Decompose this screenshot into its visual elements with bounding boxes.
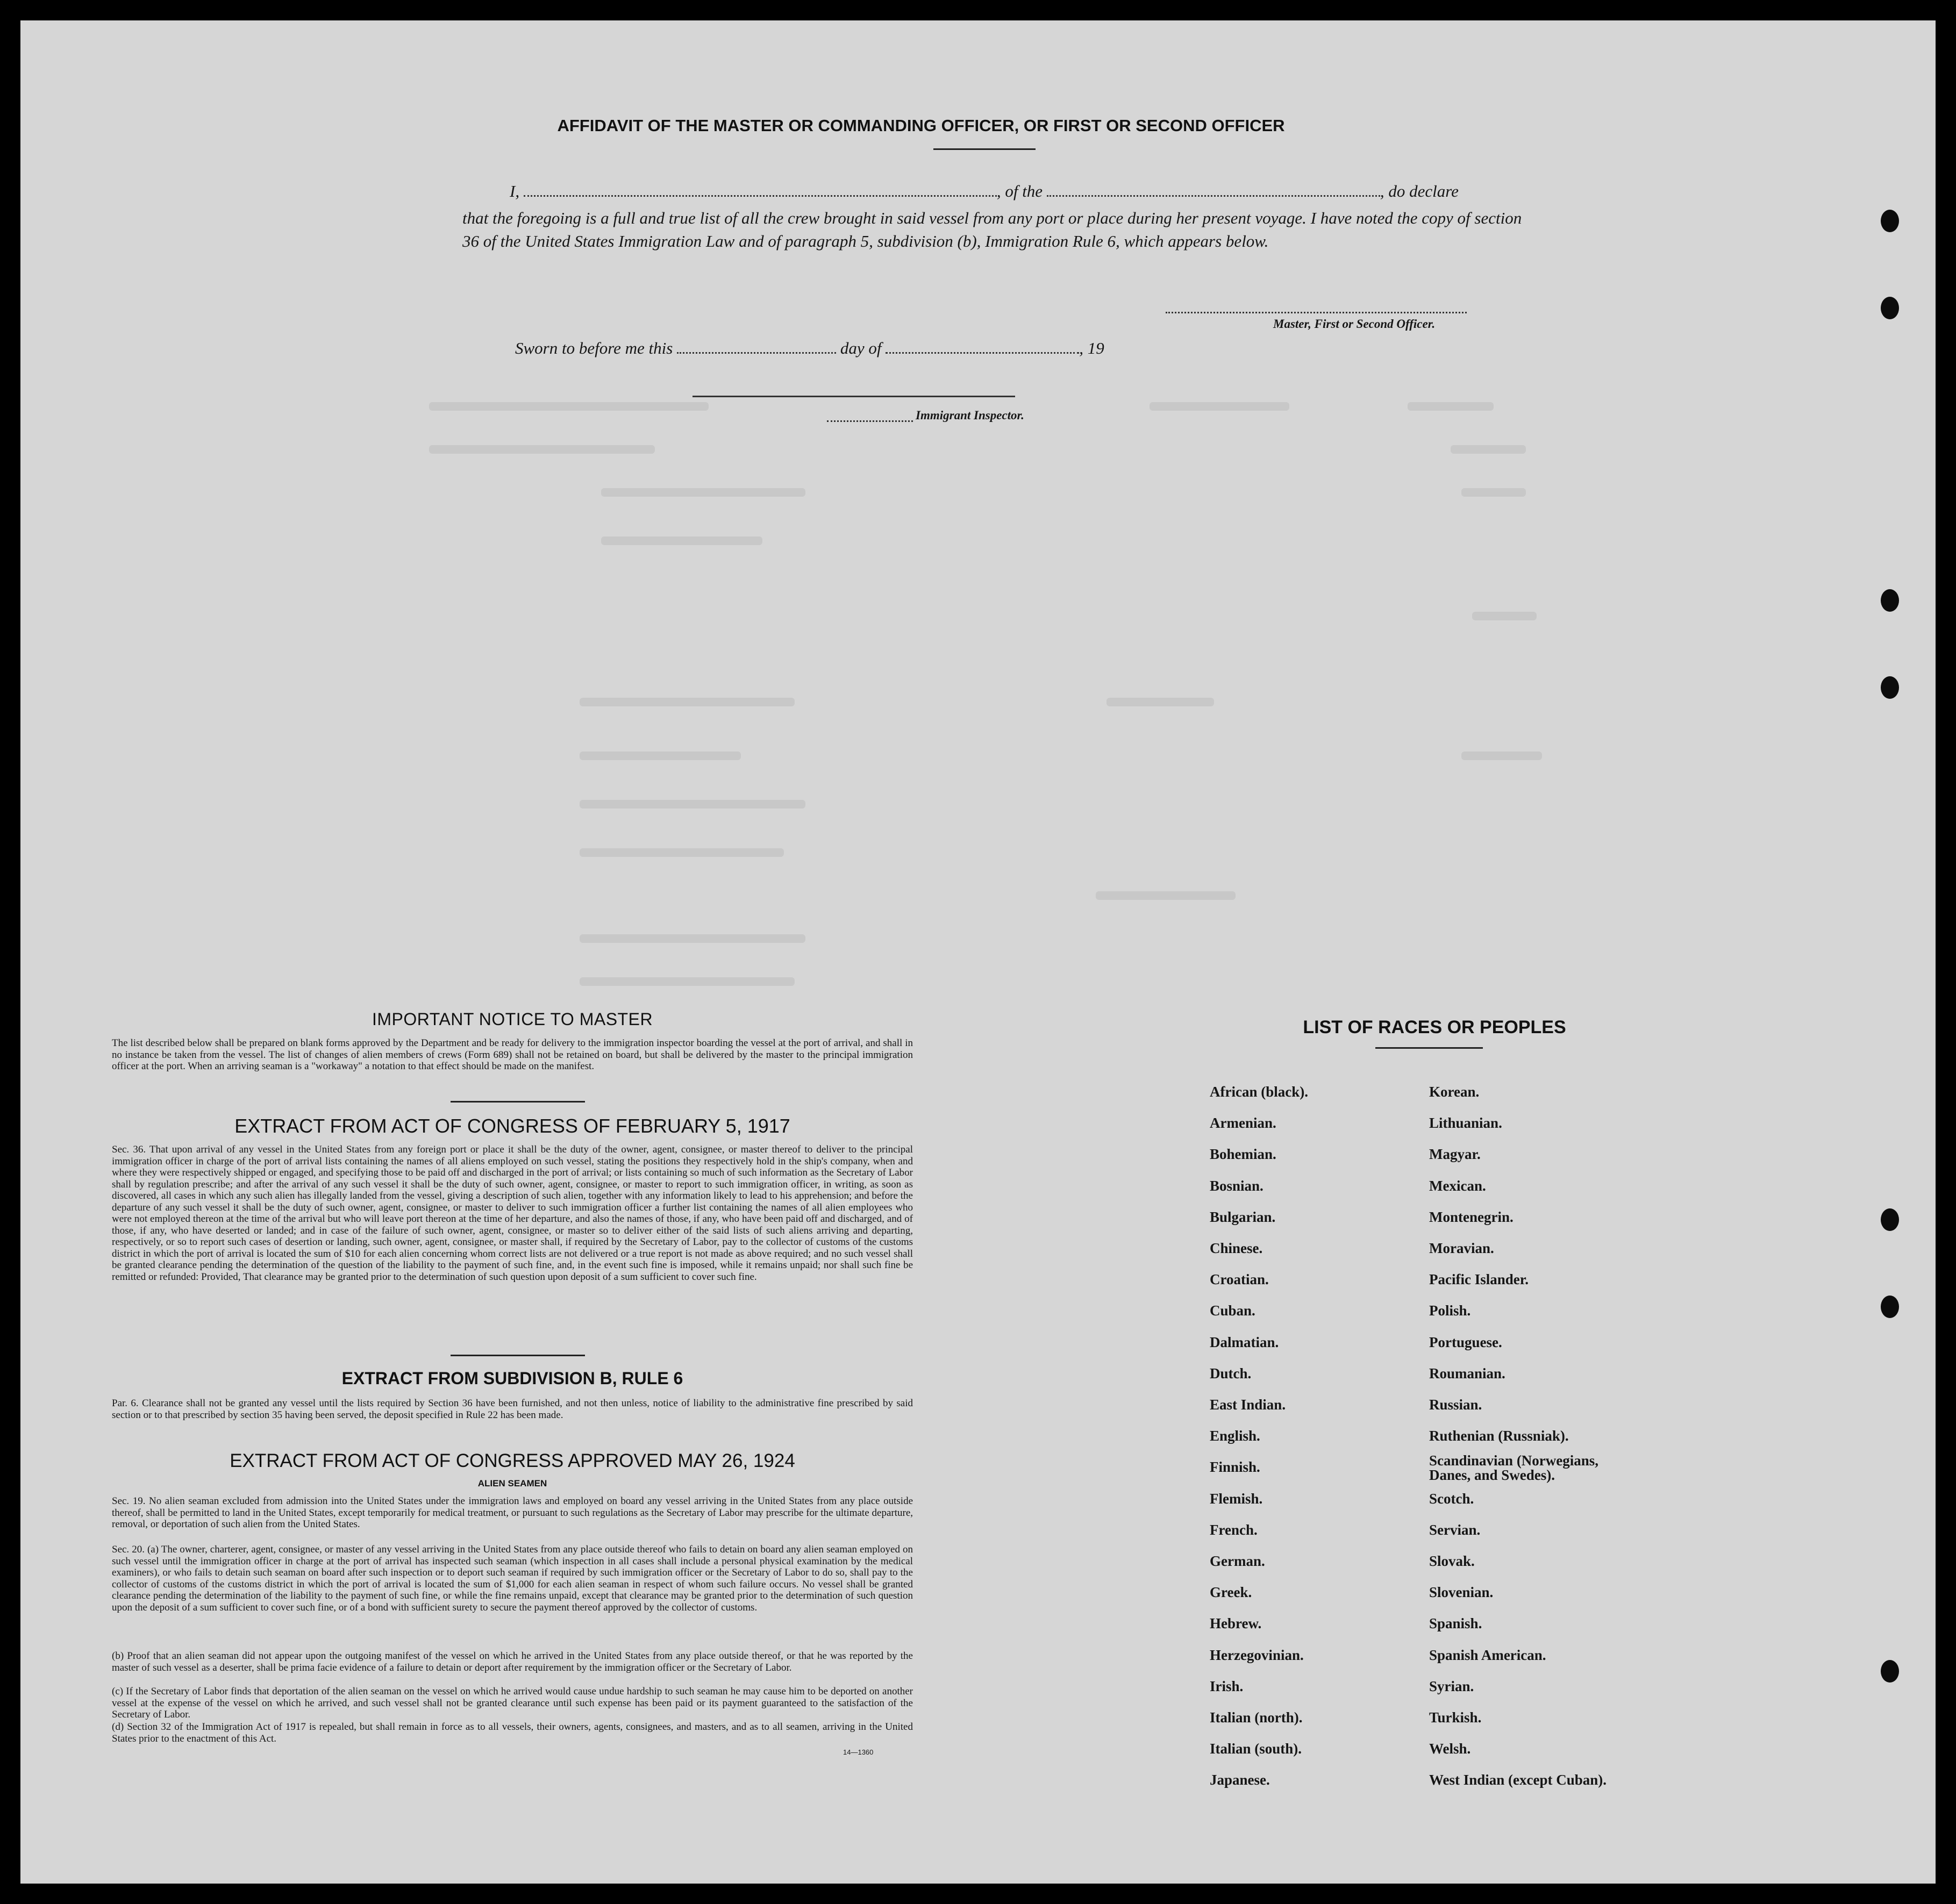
race-item: Italian (south). xyxy=(1210,1741,1302,1757)
race-item: Russian. xyxy=(1429,1397,1482,1413)
race-item: Hebrew. xyxy=(1210,1615,1262,1632)
race-item: Pacific Islander. xyxy=(1429,1271,1529,1288)
race-item: Lithuanian. xyxy=(1429,1115,1502,1132)
race-item: English. xyxy=(1210,1428,1260,1444)
form-number: 14—1360 xyxy=(843,1748,874,1756)
race-item: Mexican. xyxy=(1429,1177,1486,1194)
race-item: Greek. xyxy=(1210,1584,1252,1601)
races-title-rule xyxy=(1375,1047,1483,1049)
race-item: Bulgarian. xyxy=(1210,1208,1276,1225)
extract-1917-rule xyxy=(451,1355,585,1356)
binder-hole xyxy=(1881,1295,1899,1318)
master-signature-label: Master, First or Second Officer. xyxy=(1273,317,1436,331)
declaration-declare-label: , do declare xyxy=(1380,182,1459,201)
race-item: East Indian. xyxy=(1210,1397,1286,1413)
binder-hole xyxy=(1881,589,1899,612)
race-item: Spanish. xyxy=(1429,1615,1482,1632)
binder-hole xyxy=(1881,210,1899,232)
race-item: French. xyxy=(1210,1521,1258,1538)
sworn-line xyxy=(515,339,1104,358)
race-item: Dalmatian. xyxy=(1210,1334,1279,1350)
race-item: Chinese. xyxy=(1210,1240,1263,1256)
inspector-signature-label: Immigrant Inspector. xyxy=(916,409,1024,422)
race-item: Finnish. xyxy=(1210,1459,1260,1476)
race-item: Bosnian. xyxy=(1210,1177,1263,1194)
notice-title: IMPORTANT NOTICE TO MASTER xyxy=(372,1010,653,1029)
declaration-body: that the foregoing is a full and true list of all the crew brought in said vessel from any port or place during her present voyage. I have noted the copy of section 36 of the United States Immigration Law and of paragraph 5, subdivision (b), Immigration Rule 6, which appears below. xyxy=(462,209,1522,250)
race-item: Magyar. xyxy=(1429,1146,1481,1163)
race-item: German. xyxy=(1210,1553,1265,1569)
extract-1924-sec20b: (b) Proof that an alien seaman did not appear upon the outgoing manifest of the vessel on which he arrived in the United States from any place outside thereof, or that he was reported by the master of such vessel as a deserter, shall be prima facie evidence of a failure to detain or deport after requirement by the immigration officer or the Secretary of Labor. xyxy=(112,1650,913,1673)
notice-text: The list described below shall be prepared on blank forms approved by the Department and be ready for delivery to the immigration inspector boarding the vessel at the port of arrival, and shall in no instance be taken from the vessel. The list of changes of alien members of crews (Form 689) shall not be retained on board, but shall be delivered by the master to the principal immigration officer at the port. When an arriving seaman is a "workaway" a notation to that effect should be made on the manifest. xyxy=(112,1037,913,1072)
manifest-page xyxy=(20,20,1936,1884)
race-item: Moravian. xyxy=(1429,1240,1494,1256)
race-item: Croatian. xyxy=(1210,1271,1269,1288)
race-item: Slovak. xyxy=(1429,1553,1475,1569)
affidavit-title-rule xyxy=(933,148,1036,150)
vessel-name-blank[interactable] xyxy=(1047,195,1380,197)
race-item: West Indian (except Cuban). xyxy=(1429,1772,1607,1788)
races-title: LIST OF RACES OR PEOPLES xyxy=(1303,1017,1566,1037)
extract-1924-sec19: Sec. 19. No alien seaman excluded from admission into the United States under the immigration laws and employed on board any vessel arriving in the United States from any place outside thereof, shall be permitted to land in the United States, except temporarily for medical treatment, or pursuant to such regulations as the Secretary of Labor may prescribe for the ultimate departure, removal, or deportation of such alien from the United States. xyxy=(112,1495,913,1530)
declaration-line xyxy=(510,182,1459,201)
notice-rule xyxy=(451,1101,585,1103)
race-item: Slovenian. xyxy=(1429,1584,1494,1601)
race-item race-item-wrap: Scandinavian (Norwegians, Danes, and Swedes). xyxy=(1429,1452,1599,1484)
race-item: Armenian. xyxy=(1210,1115,1276,1132)
race-item: Syrian. xyxy=(1429,1678,1474,1694)
race-item: Montenegrin. xyxy=(1429,1208,1514,1225)
extract-1924-title: EXTRACT FROM ACT OF CONGRESS APPROVED MAY 26, 1924 xyxy=(230,1450,795,1471)
race-item: Portuguese. xyxy=(1429,1334,1502,1350)
extract-1917-text: Sec. 36. That upon arrival of any vessel in the United States from any foreign port or place it shall be the duty of the owner, agent, consignee, or master thereof to deliver to the principal immigration officer in charge of the port of arrival lists containing the names of all aliens employed on such vessel, stating the positions they respectively hold in the ship's company, when and where they were respectively shipped or engaged, and specifying those to be paid off and discharged in the port of arrival; or lists containing so much of such information as the Secretary of Labor shall by regulation prescribe; and after the arrival of any such vessel it shall be the duty of such owner, agent, consignee, or master to report to such immigration officer, in writing, as soon as discovered, all cases in which any such alien has illegally landed from the vessel, giving a description of such alien, together with any information likely to lead to his apprehension; and before the departure of any such vessel it shall be the duty of such owner, agent, consignee, or master to deliver to such immigration officer a further list containing the names of all alien employees who were not employed thereon at the time of the arrival but who will leave port thereon at the time of her departure, and also the names of those, if any, who have been paid off and discharged, and of those, if any, who have deserted or landed; and in case of the failure of such owner, agent, consignee, or master so to deliver either of the said lists of such aliens arriving and departing, respectively, or so to report such cases of desertion or landing, such owner, agent, consignee, or master shall, if required by the Secretary of Labor, pay to the collector of customs of the customs district in which the port of arrival is located the sum of $10 for each alien concerning whom correct lists are not delivered or a true report is not made as above required; and no such vessel shall be granted clearance pending the determination of the question of the liability to the payment of such fine, and, in the event such fine is imposed, while it remains unpaid; nor shall such fine be remitted or refunded: Provided, That clearance may be granted prior to the determination of such question upon deposit of a sum sufficient to cover such fine. xyxy=(112,1144,913,1283)
binder-hole xyxy=(1881,297,1899,319)
binder-hole xyxy=(1881,1660,1899,1683)
sworn-day-label: day of xyxy=(840,339,882,357)
race-item: Bohemian. xyxy=(1210,1146,1276,1163)
race-item: Korean. xyxy=(1429,1084,1480,1100)
extract-1924-sec20d: (d) Section 32 of the Immigration Act of 1917 is repealed, but shall remain in force as to all vessels, their owners, agents, consignees, and masters, and as to all seamen, arriving in the United States prior to the enactment of this Act. xyxy=(112,1721,913,1744)
race-item: Ruthenian (Russniak). xyxy=(1429,1428,1569,1444)
race-item: Polish. xyxy=(1429,1302,1471,1319)
affidavit-title: AFFIDAVIT OF THE MASTER OR COMMANDING OFFICER, OR FIRST OR SECOND OFFICER xyxy=(557,116,1285,135)
binder-hole xyxy=(1881,1208,1899,1231)
master-signature-line[interactable] xyxy=(1166,310,1467,313)
extract-rule6-title: EXTRACT FROM SUBDIVISION B, RULE 6 xyxy=(341,1369,683,1388)
race-item: Flemish. xyxy=(1210,1490,1263,1507)
extract-1917-title: EXTRACT FROM ACT OF CONGRESS OF FEBRUARY 5, 1917 xyxy=(234,1115,790,1137)
race-item: Spanish American. xyxy=(1429,1647,1546,1663)
race-item: Irish. xyxy=(1210,1678,1244,1694)
declaration-of-the-label: , of the xyxy=(996,182,1043,201)
race-item: Italian (north). xyxy=(1210,1709,1303,1726)
race-item: Herzegovinian. xyxy=(1210,1647,1304,1663)
inspector-signature-subline xyxy=(827,418,913,422)
sworn-prefix-label: Sworn to before me this xyxy=(515,339,673,357)
extract-rule6-text: Par. 6. Clearance shall not be granted any vessel until the lists required by Section 36 have been furnished, and not then unless, notice of liability to the administrative fine prescribed by said section or to that prescribed by section 35 having been served, the deposit specified in Rule 22 has been made. xyxy=(112,1398,913,1421)
race-item: Welsh. xyxy=(1429,1741,1471,1757)
sworn-day-blank[interactable] xyxy=(677,352,836,354)
extract-1924-sec20c: (c) If the Secretary of Labor finds that deportation of the alien seaman on the vessel on which he arrived would cause undue hardship to such seaman he may cause him to be deported on another vessel at the expense of the vessel on which he arrived, and such vessel shall not be granted clearance until such expense has been paid or its payment guaranteed to the satisfaction of the Secretary of Labor. xyxy=(112,1686,913,1720)
binder-hole xyxy=(1881,676,1899,699)
officer-name-blank[interactable] xyxy=(524,195,997,197)
inspector-signature-line[interactable] xyxy=(693,393,1015,397)
race-item: Japanese. xyxy=(1210,1772,1270,1788)
extract-1924-sec20a: Sec. 20. (a) The owner, charterer, agent, consignee, or master of any vessel arriving in the United States from any place outside thereof who fails to detain on board any alien seaman employed on such vessel until the immigration officer in charge at the port of arrival has inspected such seaman (which inspection in all cases shall include a personal physical examination by the medical examiners), or who fails to detain such seaman on board after such inspection or to deport such seaman if required by such immigration officer or the Secretary of Labor to do so, shall pay to the collector of customs of the customs district in which the port of arrival is located the sum of $1,000 for each alien seaman in respect of whom such failure occurs. No vessel shall be granted clearance pending the determination of the liability to the payment of such fine, or while the fine remains unpaid, except that clearance may be granted prior to the determination of such question upon the deposit of a sum sufficient to cover such fine, or of a bond with sufficient surety to secure the payment thereof approved by the collector of customs. xyxy=(112,1544,913,1613)
race-item: Roumanian. xyxy=(1429,1365,1505,1382)
race-item: Servian. xyxy=(1429,1521,1481,1538)
sworn-month-blank[interactable] xyxy=(886,352,1079,354)
race-item: Cuban. xyxy=(1210,1302,1255,1319)
race-item: Scotch. xyxy=(1429,1490,1474,1507)
race-item: Dutch. xyxy=(1210,1365,1252,1382)
race-item: Turkish. xyxy=(1429,1709,1482,1726)
race-item: African (black). xyxy=(1210,1084,1308,1100)
extract-1924-subtitle: ALIEN SEAMEN xyxy=(477,1478,547,1488)
declaration-i-label: I, xyxy=(510,182,520,201)
sworn-year-label: , 19 xyxy=(1079,339,1104,357)
